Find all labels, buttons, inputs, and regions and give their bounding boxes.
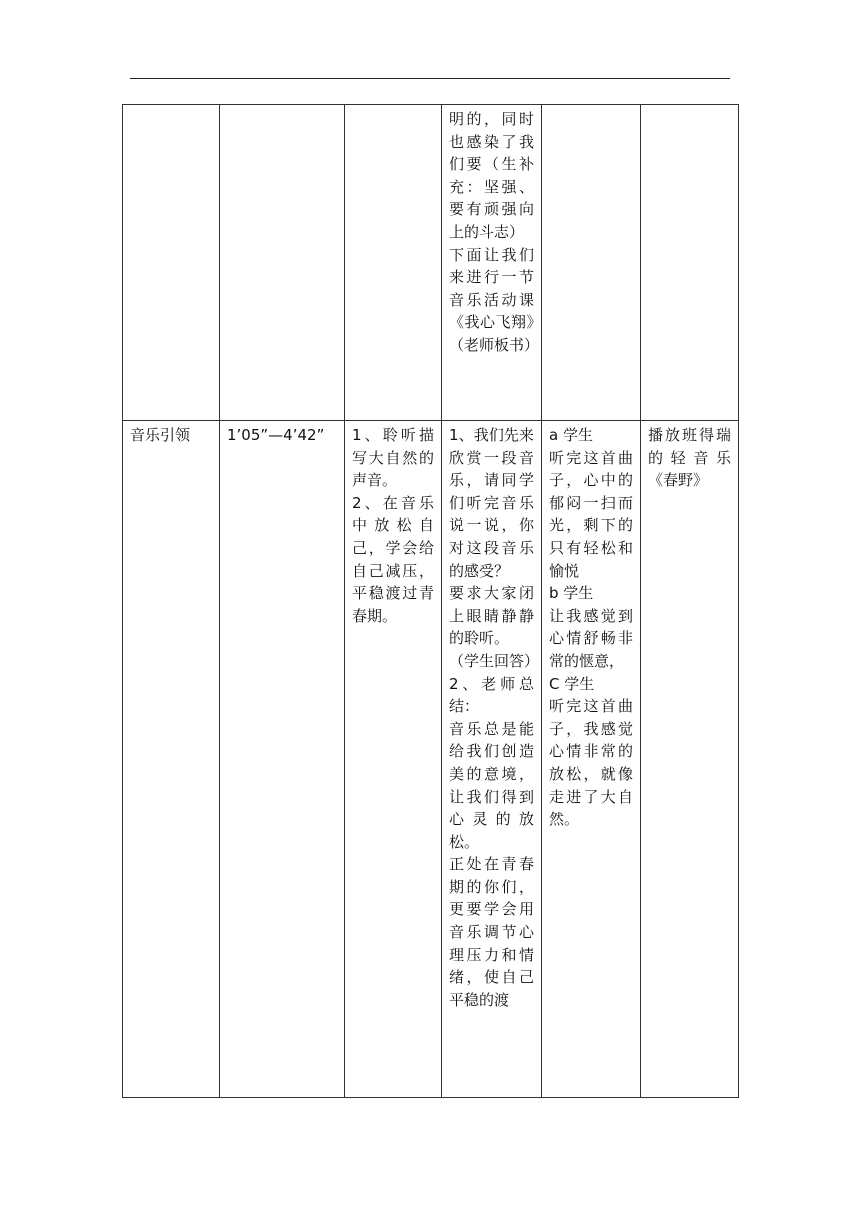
goals-cell [345,421,442,1098]
time-cell-empty [220,105,345,421]
student-response: 让我感觉到心情舒畅非常的惬意， [549,606,633,670]
table-row-music-intro [123,421,739,1098]
media-cell [641,421,739,1098]
media-cell-empty [641,105,739,421]
table-row-continued [123,105,739,421]
header-rule [130,78,730,79]
teacher-activity-cell [442,105,542,421]
student-label: a 学生 [549,426,593,444]
teacher-activity-text: 正处在青春期的你们，更要学会用音乐调节心理压力和情绪，使自己平稳的渡 [449,855,534,1009]
teacher-activity-cell [442,421,542,1098]
goal-item: 2、在音乐中放松自己，学会给自己减压，平稳渡过青春期。 [352,493,434,625]
teacher-activity-text: 音乐总是能给我们创造美的意境，让我们得到心灵的放松。 [449,719,534,851]
media-note: 播放班得瑞的轻音乐《春野》 [648,426,731,490]
teacher-activity-text: 明的，同时也感染了我们要（生补充：坚强、要有顽强向上的斗志） [449,110,534,241]
teacher-activity-text: 要求大家闭上眼睛静静的聆听。 [449,584,534,648]
student-activity-cell [542,421,641,1098]
teacher-activity-text: 2、老师总结： [449,674,534,716]
teacher-activity-text: 下面让我们来进行一节音乐活动课《我心飞翔》（老师板书） [449,245,540,354]
goal-item: 1、聆听描写大自然的声音。 [352,426,434,490]
stage-cell [123,421,220,1098]
student-response: 听完这首曲子，我感觉心情非常的放松，就像走进了大自然。 [549,697,633,829]
teacher-activity-text: （学生回答） [449,651,540,670]
student-response: 听完这首曲子，心中的郁闷一扫而光，剩下的只有轻松和愉悦 [549,448,633,580]
student-label: C 学生 [549,674,595,693]
stage-cell-empty [123,105,220,421]
time-range: 1’05”—4’42” [227,426,325,444]
teacher-activity-text: 1、我们先来欣赏一段音乐，请同学们听完音乐说一说，你对这段音乐的感受？ [449,426,534,580]
goals-cell-empty [345,105,442,421]
stage-label: 音乐引领 [130,426,191,444]
time-cell [220,421,345,1098]
student-activity-cell-empty [542,105,641,421]
student-label: b 学生 [549,584,594,603]
lesson-plan-table [122,104,739,1098]
